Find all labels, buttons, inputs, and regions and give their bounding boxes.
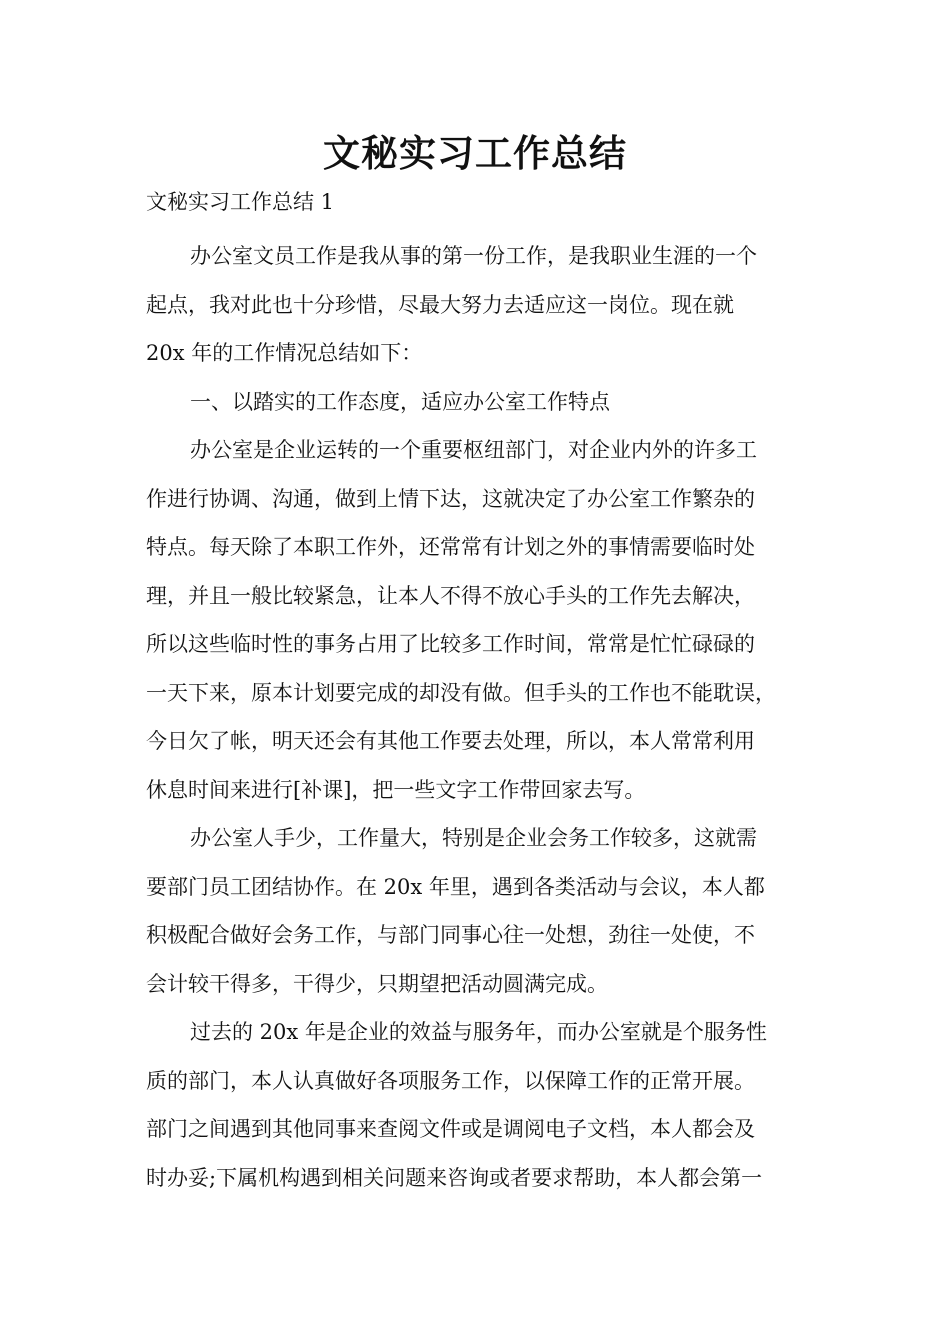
- paragraph-intro: [146, 232, 826, 378]
- text-line: 积极配合做好会务工作，与部门同事心往一处想，劲往一处使，不: [146, 923, 755, 947]
- text-line: 办公室人手少，工作量大，特别是企业会务工作较多，这就需: [190, 826, 757, 850]
- text-line: 过去的 20x 年是企业的效益与服务年，而办公室就是个服务性: [190, 1020, 767, 1044]
- text-line: 特点。每天除了本职工作外，还常常有计划之外的事情需要临时处: [146, 535, 755, 559]
- section-heading: [146, 378, 826, 427]
- text-line: 办公室文员工作是我从事的第一份工作，是我职业生涯的一个: [190, 244, 757, 268]
- paragraph-service: [146, 1008, 826, 1202]
- text-line: 时办妥;下属机构遇到相关问题来咨询或者要求帮助，本人都会第一: [146, 1165, 763, 1190]
- paragraph-teamwork: [146, 814, 826, 1008]
- text-line: 所以这些临时性的事务占用了比较多工作时间，常常是忙忙碌碌的: [146, 632, 755, 656]
- document-body: [146, 232, 826, 1202]
- text-line: 作进行协调、沟通，做到上情下达，这就决定了办公室工作繁杂的: [146, 486, 755, 511]
- paragraph-office-role: [146, 426, 826, 814]
- text-line: 一天下来，原本计划要完成的却没有做。但手头的工作也不能耽误，: [146, 680, 776, 705]
- text-line: 要部门员工团结协作。在 20x 年里，遇到各类活动与会议，本人都: [146, 874, 765, 899]
- text-line: 会计较干得多，干得少，只期望把活动圆满完成。: [146, 971, 608, 996]
- text-line: 质的部门，本人认真做好各项服务工作，以保障工作的正常开展。: [146, 1068, 755, 1093]
- text-line: 部门之间遇到其他同事来查阅文件或是调阅电子文档，本人都会及: [146, 1117, 755, 1141]
- heading-line: 一、以踏实的工作态度，适应办公室工作特点: [190, 389, 610, 414]
- text-line: 休息时间来进行[补课]，把一些文字工作带回家去写。: [146, 777, 646, 802]
- section-subtitle: 文秘实习工作总结 1: [146, 190, 335, 214]
- text-line: 起点，我对此也十分珍惜，尽最大努力去适应这一岗位。现在就: [146, 292, 734, 317]
- document-title: 文秘实习工作总结: [323, 131, 627, 175]
- text-line: 20x 年的工作情况总结如下：: [146, 341, 423, 365]
- text-line: 今日欠了帐，明天还会有其他工作要去处理，所以，本人常常利用: [146, 729, 755, 753]
- text-line: 办公室是企业运转的一个重要枢纽部门，对企业内外的许多工: [190, 438, 757, 462]
- text-line: 理，并且一般比较紧急，让本人不得不放心手头的工作先去解决，: [146, 583, 755, 608]
